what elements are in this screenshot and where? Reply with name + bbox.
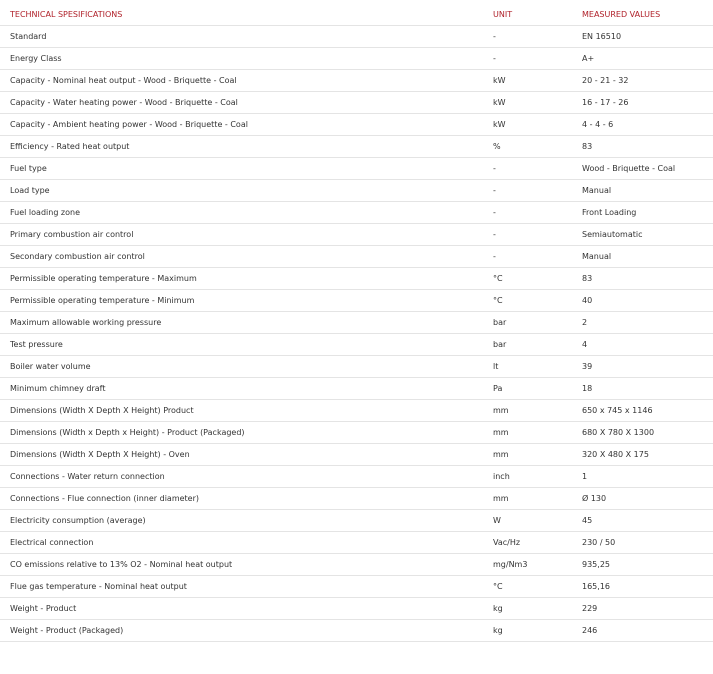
spec-name: Dimensions (Width x Depth x Height) - Product (Packaged) bbox=[0, 422, 493, 444]
table-row bbox=[0, 400, 713, 422]
table-row bbox=[0, 246, 713, 268]
spec-name: Electrical connection bbox=[0, 532, 493, 554]
spec-unit: mm bbox=[493, 400, 582, 422]
spec-value: Manual bbox=[582, 246, 713, 268]
table-row bbox=[0, 136, 713, 158]
spec-name: Fuel loading zone bbox=[0, 202, 493, 224]
table-row bbox=[0, 488, 713, 510]
spec-name: Boiler water volume bbox=[0, 356, 493, 378]
spec-unit: kg bbox=[493, 620, 582, 642]
table-row bbox=[0, 158, 713, 180]
table-row bbox=[0, 202, 713, 224]
spec-unit: W bbox=[493, 510, 582, 532]
table-row bbox=[0, 466, 713, 488]
spec-value: A+ bbox=[582, 48, 713, 70]
spec-value: Semiautomatic bbox=[582, 224, 713, 246]
spec-value: Front Loading bbox=[582, 202, 713, 224]
spec-value: Wood - Briquette - Coal bbox=[582, 158, 713, 180]
spec-name: Standard bbox=[0, 26, 493, 48]
spec-value: 230 / 50 bbox=[582, 532, 713, 554]
spec-unit: mg/Nm3 bbox=[493, 554, 582, 576]
table-row bbox=[0, 554, 713, 576]
table-row bbox=[0, 356, 713, 378]
spec-name: Load type bbox=[0, 180, 493, 202]
technical-specifications-table bbox=[0, 3, 713, 642]
table-row bbox=[0, 180, 713, 202]
spec-unit: - bbox=[493, 246, 582, 268]
spec-unit: - bbox=[493, 48, 582, 70]
spec-name: Efficiency - Rated heat output bbox=[0, 136, 493, 158]
table-row bbox=[0, 510, 713, 532]
spec-name: Maximum allowable working pressure bbox=[0, 312, 493, 334]
spec-value: 39 bbox=[582, 356, 713, 378]
spec-name: Dimensions (Width X Depth X Height) Product bbox=[0, 400, 493, 422]
spec-unit: - bbox=[493, 26, 582, 48]
spec-value: EN 16510 bbox=[582, 26, 713, 48]
spec-name: Fuel type bbox=[0, 158, 493, 180]
spec-value: 83 bbox=[582, 268, 713, 290]
spec-value: 320 X 480 X 175 bbox=[582, 444, 713, 466]
spec-name: Connections - Flue connection (inner diameter) bbox=[0, 488, 493, 510]
spec-name: Permissible operating temperature - Minimum bbox=[0, 290, 493, 312]
spec-value: 1 bbox=[582, 466, 713, 488]
spec-name: Permissible operating temperature - Maximum bbox=[0, 268, 493, 290]
table-row bbox=[0, 444, 713, 466]
spec-value: 40 bbox=[582, 290, 713, 312]
header-unit: UNIT bbox=[493, 3, 582, 26]
spec-unit: - bbox=[493, 224, 582, 246]
spec-unit: °C bbox=[493, 576, 582, 598]
spec-name: Electricity consumption (average) bbox=[0, 510, 493, 532]
table-body bbox=[0, 26, 713, 642]
spec-unit: kW bbox=[493, 114, 582, 136]
table-header-row bbox=[0, 3, 713, 26]
spec-value: 83 bbox=[582, 136, 713, 158]
spec-unit: mm bbox=[493, 444, 582, 466]
table-row bbox=[0, 598, 713, 620]
spec-name: Minimum chimney draft bbox=[0, 378, 493, 400]
spec-unit: - bbox=[493, 158, 582, 180]
table-row bbox=[0, 334, 713, 356]
spec-unit: kW bbox=[493, 70, 582, 92]
table-row bbox=[0, 290, 713, 312]
spec-name: Primary combustion air control bbox=[0, 224, 493, 246]
spec-unit: % bbox=[493, 136, 582, 158]
table-row bbox=[0, 48, 713, 70]
spec-value: 2 bbox=[582, 312, 713, 334]
spec-unit: °C bbox=[493, 290, 582, 312]
table-row bbox=[0, 532, 713, 554]
spec-unit: mm bbox=[493, 488, 582, 510]
spec-unit: - bbox=[493, 202, 582, 224]
spec-name: Weight - Product (Packaged) bbox=[0, 620, 493, 642]
spec-name: Test pressure bbox=[0, 334, 493, 356]
table-row bbox=[0, 26, 713, 48]
spec-value: 4 bbox=[582, 334, 713, 356]
table-row bbox=[0, 268, 713, 290]
table-row bbox=[0, 114, 713, 136]
spec-unit: bar bbox=[493, 334, 582, 356]
spec-unit: Pa bbox=[493, 378, 582, 400]
spec-unit: bar bbox=[493, 312, 582, 334]
spec-value: 650 x 745 x 1146 bbox=[582, 400, 713, 422]
spec-value: 45 bbox=[582, 510, 713, 532]
spec-unit: Vac/Hz bbox=[493, 532, 582, 554]
spec-name: Flue gas temperature - Nominal heat output bbox=[0, 576, 493, 598]
spec-value: 935,25 bbox=[582, 554, 713, 576]
spec-unit: °C bbox=[493, 268, 582, 290]
table-row bbox=[0, 620, 713, 642]
table-row bbox=[0, 422, 713, 444]
spec-value: 229 bbox=[582, 598, 713, 620]
spec-unit: kW bbox=[493, 92, 582, 114]
spec-unit: lt bbox=[493, 356, 582, 378]
table-row bbox=[0, 576, 713, 598]
spec-name: Capacity - Water heating power - Wood - Briquette - Coal bbox=[0, 92, 493, 114]
spec-value: 20 - 21 - 32 bbox=[582, 70, 713, 92]
spec-value: Manual bbox=[582, 180, 713, 202]
spec-name: Weight - Product bbox=[0, 598, 493, 620]
spec-value: 18 bbox=[582, 378, 713, 400]
spec-unit: kg bbox=[493, 598, 582, 620]
spec-name: Dimensions (Width X Depth X Height) - Oven bbox=[0, 444, 493, 466]
table-row bbox=[0, 92, 713, 114]
table-row bbox=[0, 70, 713, 92]
spec-value: 680 X 780 X 1300 bbox=[582, 422, 713, 444]
spec-unit: - bbox=[493, 180, 582, 202]
header-specification: TECHNICAL SPESIFICATIONS bbox=[0, 3, 493, 26]
spec-name: Connections - Water return connection bbox=[0, 466, 493, 488]
spec-value: 16 - 17 - 26 bbox=[582, 92, 713, 114]
header-measured-values: MEASURED VALUES bbox=[582, 3, 713, 26]
spec-name: Capacity - Ambient heating power - Wood - Briquette - Coal bbox=[0, 114, 493, 136]
spec-value: 246 bbox=[582, 620, 713, 642]
spec-name: Energy Class bbox=[0, 48, 493, 70]
spec-unit: mm bbox=[493, 422, 582, 444]
spec-name: Secondary combustion air control bbox=[0, 246, 493, 268]
table-row bbox=[0, 224, 713, 246]
table-row bbox=[0, 378, 713, 400]
spec-value: Ø 130 bbox=[582, 488, 713, 510]
spec-unit: inch bbox=[493, 466, 582, 488]
spec-name: CO emissions relative to 13% O2 - Nominal heat output bbox=[0, 554, 493, 576]
spec-name: Capacity - Nominal heat output - Wood - Briquette - Coal bbox=[0, 70, 493, 92]
spec-value: 165,16 bbox=[582, 576, 713, 598]
table-row bbox=[0, 312, 713, 334]
spec-value: 4 - 4 - 6 bbox=[582, 114, 713, 136]
